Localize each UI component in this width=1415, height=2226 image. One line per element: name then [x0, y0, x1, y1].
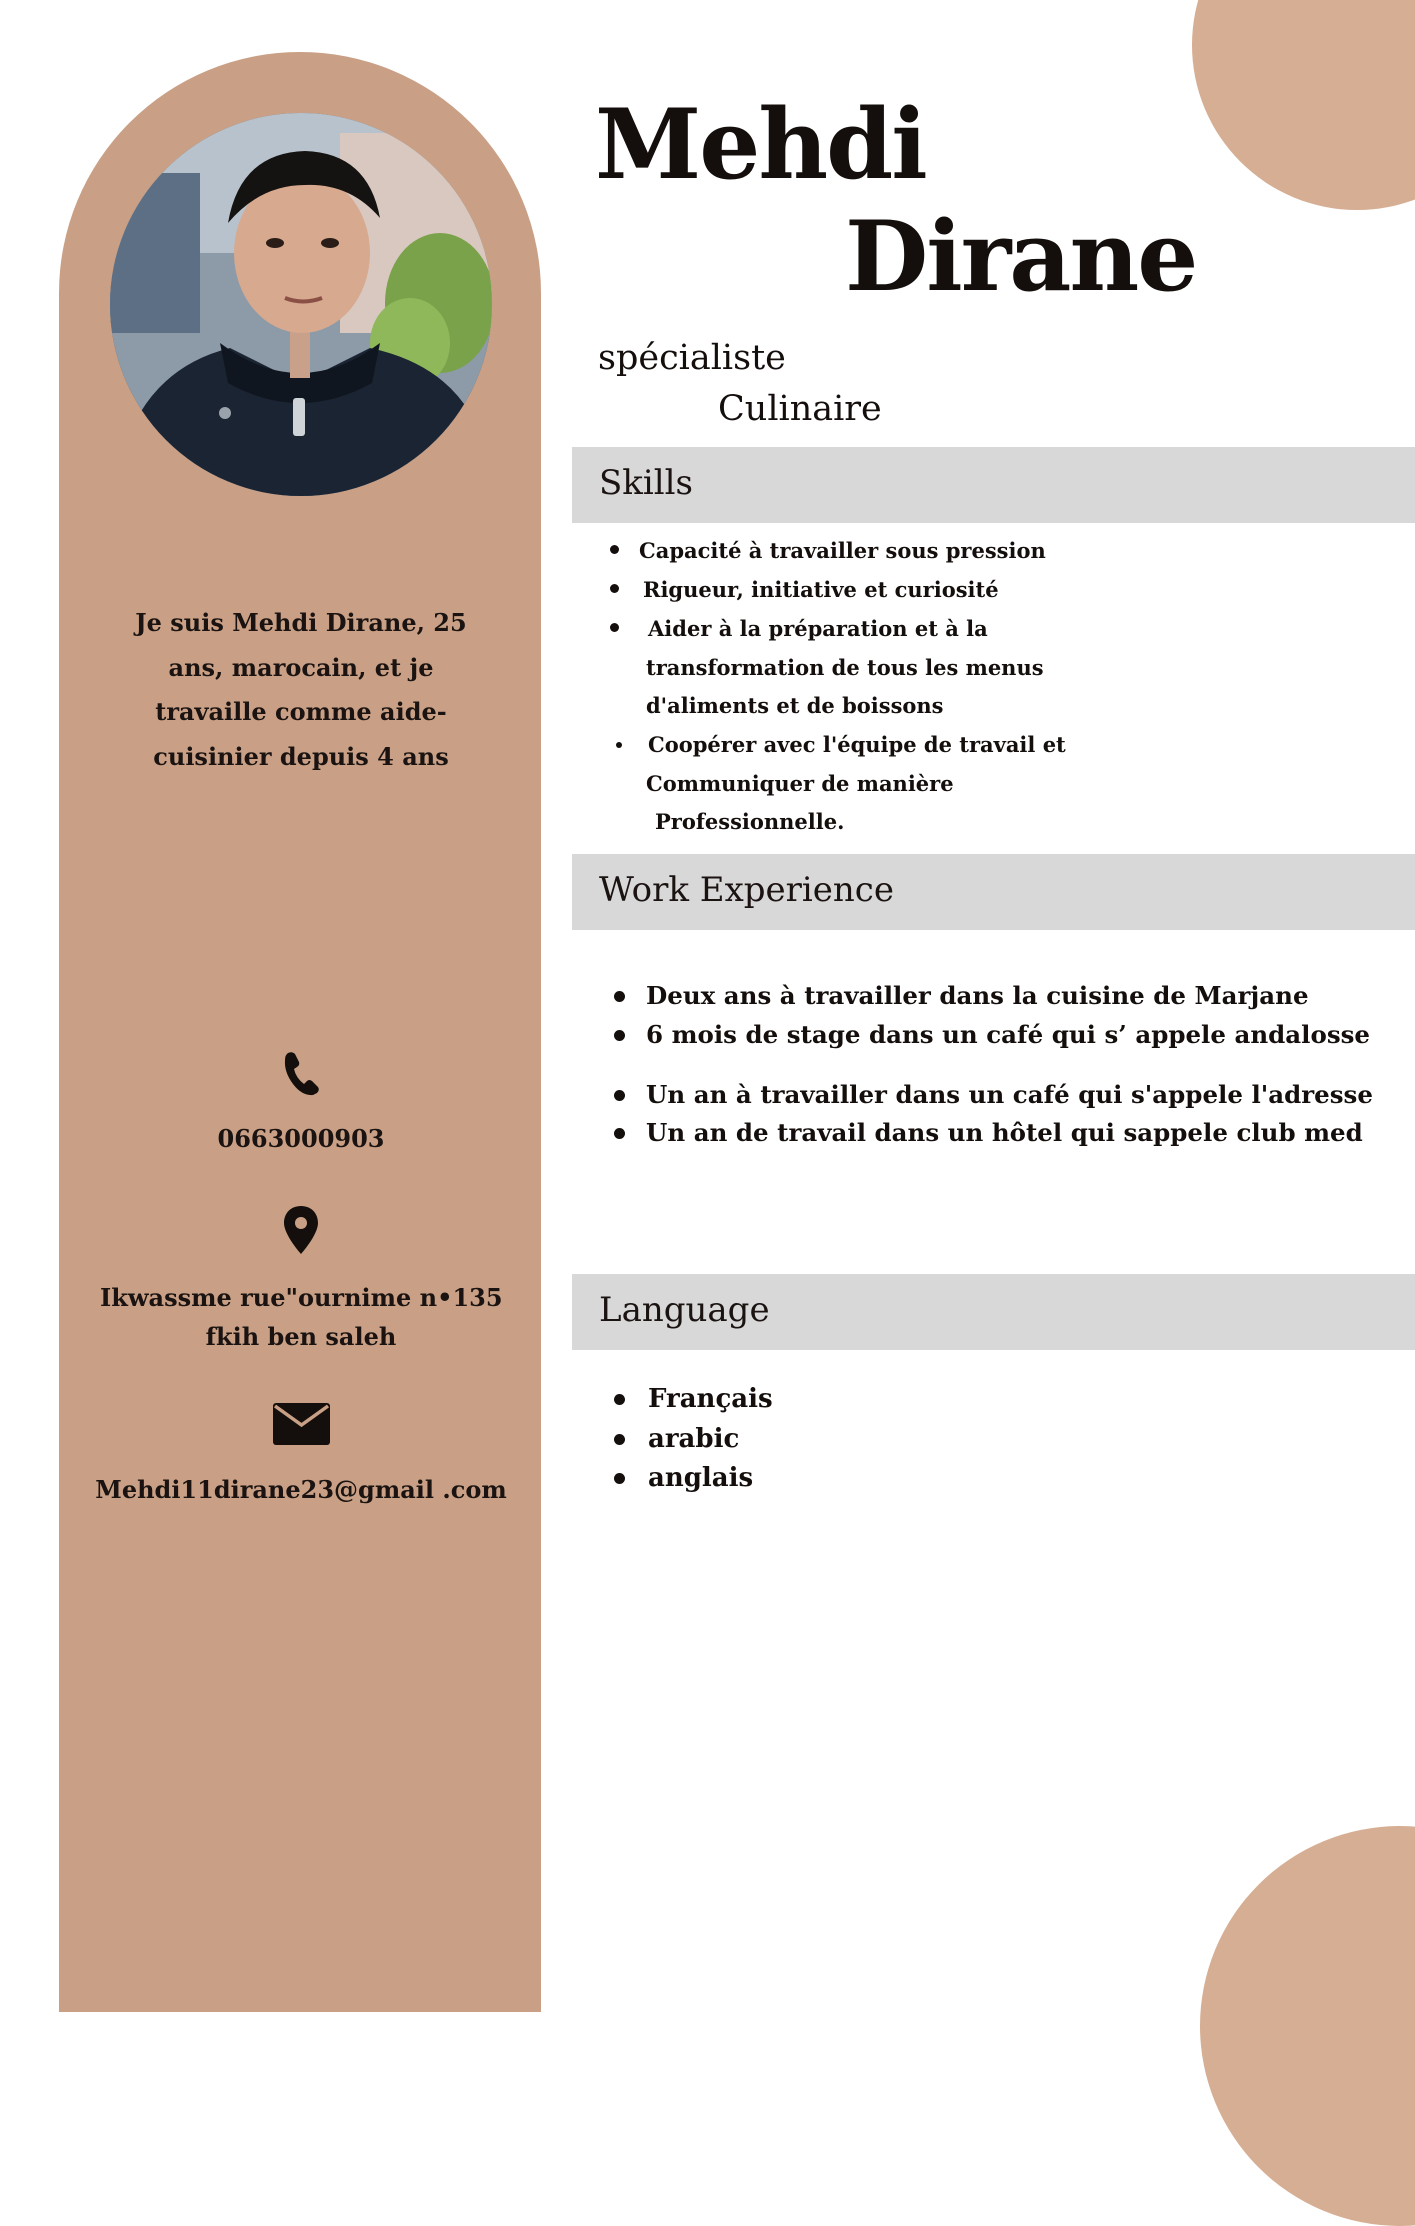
skill-item: Rigueur, initiative et curiosité — [643, 577, 999, 602]
section-title: Skills — [599, 463, 693, 503]
experience-item: Deux ans à travailler dans la cuisine de Marjane — [646, 981, 1309, 1010]
bullet-icon — [614, 1394, 625, 1405]
skill-item: Capacité à travailler sous pression — [639, 538, 1046, 563]
skill-item-continued: Communiquer de manière — [646, 771, 954, 796]
job-title-line-2: Culinaire — [718, 389, 882, 429]
email-address: Mehdi11dirane23@gmail .com — [95, 1475, 507, 1504]
last-name: Dirane — [845, 200, 1197, 313]
about-line: cuisinier depuis 4 ans — [153, 741, 449, 771]
bullet-icon — [614, 1128, 625, 1139]
experience-item: Un an de travail dans un hôtel qui sappele club med — [646, 1118, 1363, 1147]
bullet-icon — [610, 584, 619, 593]
language-item: arabic — [648, 1424, 740, 1454]
bullet-icon — [614, 1030, 625, 1041]
envelope-icon — [273, 1403, 330, 1445]
skill-item: Aider à la préparation et à la — [648, 616, 988, 641]
bullet-icon — [614, 1473, 625, 1484]
language-item: anglais — [648, 1463, 754, 1493]
bullet-icon — [614, 1090, 625, 1101]
section-title: Work Experience — [599, 870, 894, 910]
location-pin-icon — [284, 1206, 318, 1254]
bullet-icon — [610, 545, 619, 554]
job-title-line-1: spécialiste — [598, 338, 786, 378]
about-text — [120, 601, 482, 779]
skill-item-continued: transformation de tous les menus — [646, 655, 1044, 680]
skill-item-continued: d'aliments et de boissons — [646, 693, 944, 718]
about-line: Je suis Mehdi Dirane, 25 — [135, 608, 467, 637]
profile-photo — [110, 113, 492, 496]
skill-item: Coopérer avec l'équipe de travail et — [648, 732, 1066, 757]
bullet-icon — [614, 991, 625, 1002]
skill-item-continued: Professionnelle. — [655, 809, 845, 834]
language-item: Français — [648, 1384, 773, 1414]
language-header — [572, 1274, 1415, 1350]
about-line: travaille comme aide- — [155, 697, 447, 726]
address-line-2: fkih ben saleh — [205, 1322, 397, 1351]
phone-icon — [282, 1050, 320, 1096]
bullet-icon — [614, 1434, 625, 1445]
decorative-circle-bottom — [1200, 1826, 1415, 2226]
bullet-icon — [616, 742, 622, 748]
first-name: Mehdi — [595, 88, 926, 201]
decorative-circle-top — [1192, 0, 1415, 210]
about-line: ans, marocain, et je — [168, 652, 434, 682]
bullet-icon — [610, 623, 619, 632]
work-experience-header — [572, 854, 1415, 930]
experience-item: 6 mois de stage dans un café qui s’ appele andalosse — [646, 1020, 1370, 1049]
address-line-1: Ikwassme rue"ournime n•135 — [100, 1283, 503, 1312]
section-title: Language — [599, 1290, 770, 1330]
skills-header — [572, 447, 1415, 523]
phone-number: 0663000903 — [217, 1124, 385, 1153]
experience-item: Un an à travailler dans un café qui s'appele l'adresse — [646, 1080, 1373, 1109]
